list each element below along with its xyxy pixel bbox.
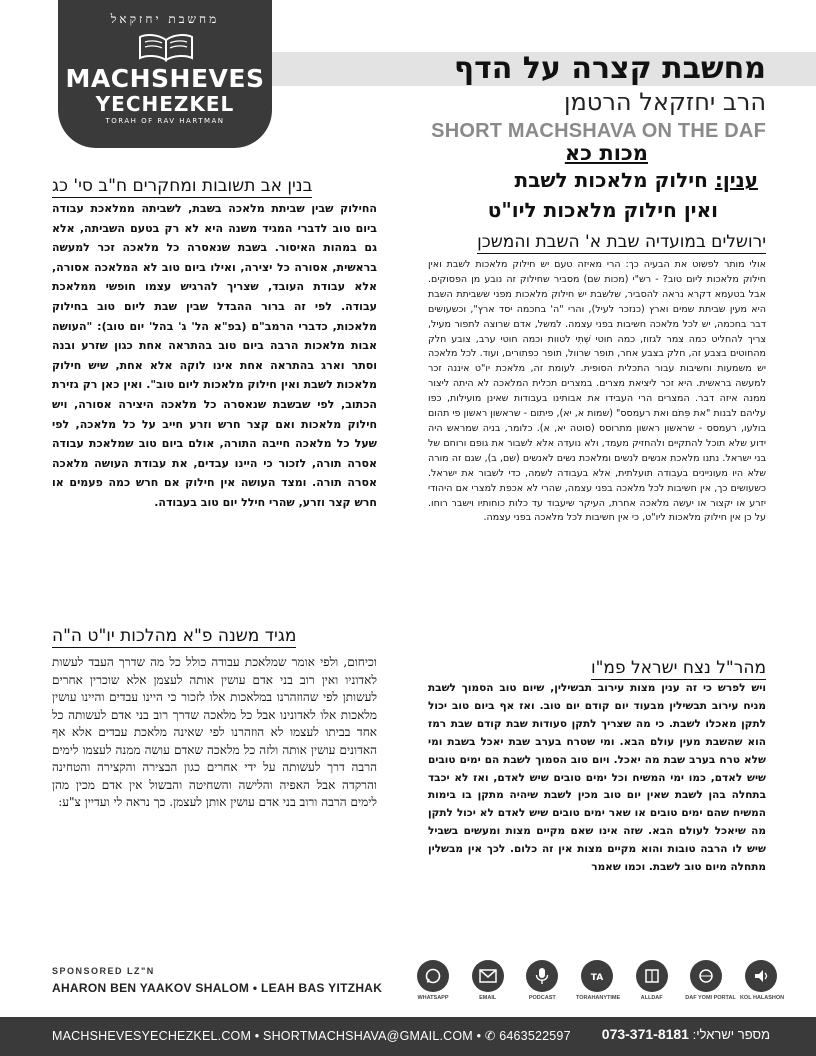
logo <box>58 0 272 148</box>
website-link[interactable]: MACHSHEVESYECHEZKEL.COM <box>52 1029 252 1043</box>
footer-bar <box>0 1017 816 1056</box>
icon-label-podcast: PODCAST <box>528 995 556 1001</box>
page-title-hebrew: מחשבת קצרה על הדף <box>453 51 766 86</box>
separator-dot: • <box>476 1029 485 1043</box>
kolhalashon-link[interactable] <box>739 960 785 1010</box>
email-link[interactable] <box>467 960 509 1010</box>
dafyomi-portal-link[interactable] <box>685 960 736 1010</box>
topic-line-2: ואין חילוק מלאכות ליו"ט <box>487 198 718 222</box>
logo-line-2: YECHEZKEL <box>95 92 235 116</box>
footer-contact <box>52 1028 571 1043</box>
torahanytime-icon <box>588 967 606 985</box>
israel-label: מספר ישראלי: <box>692 1027 770 1042</box>
israel-phone <box>602 1026 770 1042</box>
logo-tagline: TORAH OF RAV HARTMAN <box>105 117 225 125</box>
alldaf-icon <box>643 967 661 985</box>
icon-label-whatsapp: WHATSAPP <box>417 995 449 1001</box>
whatsapp-icon <box>424 967 442 985</box>
section-heading-yerushalayim: ירושלים במועדיה שבת א' השבת והמשכן <box>477 232 766 252</box>
topic-text-1: חילוק מלאכות לשבת <box>514 168 715 192</box>
alldaf-link[interactable] <box>631 960 673 1010</box>
section-heading-maharal: מהר"ל נצח ישראל פמ"ו <box>590 658 766 678</box>
section-body-yerushalayim: אולי מותר לפשוט את הבעיה כך: הרי מאיזה טעם יש חילוק מלאכות לשבת ואין חילוק מלאכות ליום טוב? - רש"י (מכות שם) מסביר שחילוק זה נובע מן הפסוקים. אבל בטעמא דקרא נראה להסביר, שלשבת יש חילוק מלאכות מפני ששביתת השבת היא מעין שביתת שמים וארץ (כנזכר לעיל), והרי "ה' בחכמה יסד ארץ", וכשעושים דבר בחכמה, יש לכל מלאכה חשיבות בפני עצמה. למשל, אדם שרוצה לתפור מעיל, צריך להחליט כמה צמר לגזוז, כמה חוטי שְׁתִי לטוות וכמה חוטי ערב, צובע חלק מהחוטים בצבע זה, חלק בצבע אחר, תופר שרוול, תופר כפתורים, ועוד. לכל מלאכה יש משמעות וחשיבות עבור התכלית הסופית. לעומת זה, מלאכת יו"ט איננה זכר למעשה בראשית. היא זכר ליציאת מצרים. במצרים תכלית המלאכה לא היתה ליצור ממנה איזה דבר. המצרים הרי העבידו את אבותינו בעבודות שאינן מועילות, כפו עליהם לבנות "את פִּתֹם ואת רעמסס" (שמות א, יא), פיתום - שראשון ראשון פי תהום בולעו, רעמסס - שראשון ראשון מתרוסס (סוטה יא, א). כלומר, בניה שמראש היה ידוע שלא תוכל להתקיים ולהחזיק מעמד, ולא נועדה אלא לשבור את גופם ורוחם של בני ישראל. נתנו מלאכת אנשים לנשים ומלאכת נשים לאנשים (שם, ב), שגם זה מורה שלא היו מעוניינים בעבודה תועלתית, אלא בעבודה לשמה, כדי לשבור את ישראל. כשעושים כך, אין חשיבות לכל מלאכה בפני עצמה, שהרי לא אכפת למצרי אם היהודי יזרע או יקצור או יעשה מלאכה אחרת, העיקר שיעבוד עד כלות כוחותיו וישבר רוחו. על כן אין חילוק מלאכות ליו"ט, כי אין חשיבות לכל מלאכה בפני עצמה. <box>428 259 766 524</box>
section-body-binyan-av: החילוק שבין שביתת מלאכה בשבת, לשביתה ממלאכת עבודה ביום טוב לדברי המגיד משנה היא לא רק בטעם השביתה, אלא גם במהות האיסור. בשבת שנאסרה כל מלאכה זכר למעשה בראשית, אסורה כל יצירה, ואילו ביום טוב לא המלאכה אסורה, אלא עבודת העובד, שצריך להרגיש עצמו חופשי ממלאכת עבודה. לפי זה ברור ההבדל שבין שבת ליום טוב בחילוק מלאכות, כדברי הרמב"ם (בפ"א הל' ג' בהל' יום טוב): "העושה אבות מלאכות הרבה ביום טוב בהתראה אחת כגון שזרע ובנה וסתר וארג בהתראה אחת אינו לוקה אלא אחת, שיש חילוק מלאכות לשבת ואין חילוק מלאכות ליום טוב". ואין כאן רק גזירת הכתוב, לפי שבשבת שנאסרה כל מלאכה היצירה אסורה, ויש חילוק מלאכות ואם קצר חרש וזרע חייב על כל מלאכה, לפי שעל כל מלאכה חייבה התורה, אולם ביום טוב שמלאכת עבודה אסרה תורה, לזכור כי היינו עבדים, את עבודת העושה מלאכה אסרה תורה. ומצד העושה אין חילוק אם חרש כמה פעמים או חרש קצר וזרע, שהרי חילל יום טוב בעבודה. <box>52 202 377 509</box>
section-body-maharal: ויש לפרש כי זה ענין מצות עירוב תבשילין, שיום טוב הסמוך לשבת מניח עירוב תבשילין מבעוד יום קודם יום טוב. ואז אף ביום טוב יכול לתקן מאכלו לשבת. כי מה שצריך לתקן סעודות שבת קודם שבת רמז הוא שהשבת מעין עולם הבא. ומי שטרח בערב שבת יאכל בשבת ומי שלא טרח בערב שבת מה יאכל. ויום טוב הסמוך לשבת הם ימים טובים שיש לאדם, כמו ימי המשיח וכל ימים טובים שיש לאדם, ואז לא יכבד בתחלה בהן לשבת שאין יום טוב מכין לשבת שיהיה מתקן בו בימות המשיח שהם ימים טובים או שאר ימים טובים שיש לאדם לא יכול לתקן מה שיאכל לעולם הבא. שזה אינו שאם מקיים מצות ומעשים בשביל שיש לו הרבה טובות והוא מקיים מצות אין זה כלום. לכך אין מבשלין מתחלה מיום טוב לשבת. וכמו שאמר <box>428 682 766 874</box>
separator-dot: • <box>254 1029 264 1043</box>
sponsor-label: SPONSORED LZ"N <box>52 966 155 976</box>
kolhalashon-icon <box>752 967 770 985</box>
email-icon <box>479 969 497 983</box>
whatsapp-link[interactable] <box>412 960 454 1010</box>
phone-number[interactable]: 6463522597 <box>499 1029 571 1043</box>
podcast-icon <box>535 967 549 985</box>
logo-hebrew: מחשבת יחזקאל <box>110 12 220 26</box>
icon-label-kolhalashon: KOL HALASHON <box>739 995 785 1001</box>
topic-label: ענין: <box>714 168 758 192</box>
media-links <box>412 960 785 1010</box>
dafyomi-portal-icon <box>697 967 715 985</box>
daf-title: מכות כא <box>564 141 648 165</box>
israel-number[interactable]: 073-371-8181 <box>601 1026 689 1042</box>
section-body-magid-mishna: וכיחום, ולפי אומר שמלאכת עבודה כולל כל מה שדרך העבד לעשות לאדוניו ואין רוב בני אדם עושין אותה לעצמן אלא שוכרין אחרים לעשותן לפי שהוזהרנו במלאכות אלו לזכור כי היינו עבדים והיינו עושין מלאכות אלו לאדונינו אבל כל מלאכה שדרך רוב בני אדם לעשותה כל אחד בביתו לעצמו לא הוזהרנו לפי שאינה מלאכת עבדים אלא אף האדונים עושין אותה ולזה כל מלאכה שאדם עושה ממנה לעצמו לימים הרבה דרך לעשותה על ידי אחרים כגון הבצירה והקצירה והטחינה והרקדה אבל האפיה והלישה והשחיטה והבשול אין אדם מכין מהן לימים הרבה ורוב בני אדם עושין אותן לעצמן. כך נראה לי ועדיין צ"ע: <box>52 655 377 809</box>
author-name: הרב יחזקאל הרטמן <box>563 88 766 116</box>
icon-label-email: EMAIL <box>479 995 497 1001</box>
torahanytime-link[interactable] <box>575 960 621 1010</box>
sponsor-names: AHARON BEN YAAKOV SHALOM • LEAH BAS YITZHAK <box>52 981 383 995</box>
section-heading-magid-mishna: מגיד משנה פ"א מהלכות יו"ט ה"ה <box>52 626 297 646</box>
svg-text:TA: TA <box>590 973 604 983</box>
topic-line-1 <box>515 168 758 192</box>
icon-label-dafyomi-portal: DAF YOMI PORTAL <box>685 995 736 1001</box>
icon-label-torahanytime: TORAHANYTIME <box>575 995 621 1001</box>
section-heading-binyan-av: בנין אב תשובות ומחקרים ח"ב סי' כג <box>52 176 313 196</box>
phone-icon: ✆ <box>484 1029 496 1043</box>
page-title-english: SHORT MACHSHAVA ON THE DAF <box>431 120 766 142</box>
email-address[interactable]: SHORTMACHSHAVA@GMAIL.COM <box>263 1029 473 1043</box>
podcast-link[interactable] <box>521 960 563 1010</box>
open-book-icon <box>136 30 196 62</box>
icon-label-alldaf: ALLDAF <box>640 995 663 1001</box>
logo-line-1: MACHSHEVES <box>65 64 265 93</box>
